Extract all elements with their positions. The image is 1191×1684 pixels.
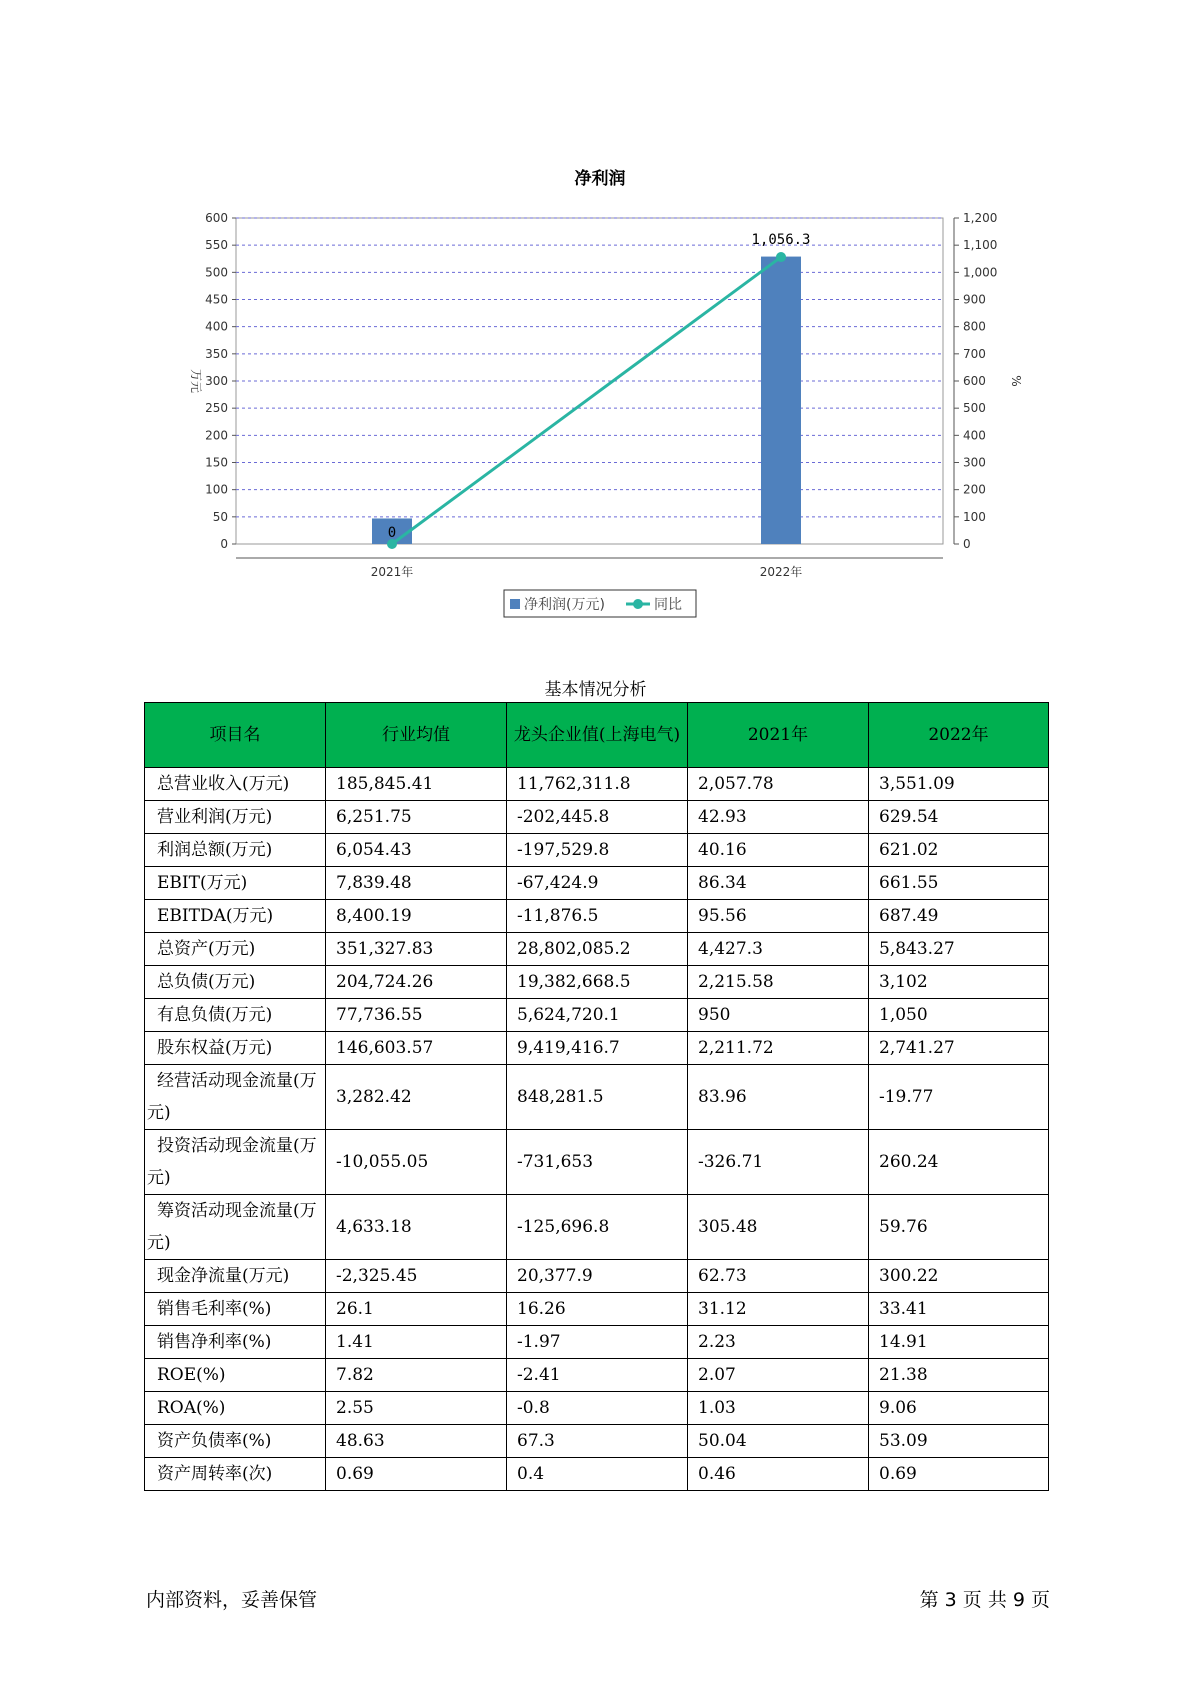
- table-cell: 3,551.09: [869, 768, 1049, 801]
- y2-tick-label: 400: [963, 428, 986, 443]
- table-row: [145, 1392, 1049, 1425]
- table-row-label: 总负债(万元): [145, 966, 326, 999]
- table-cell: 3,102: [869, 966, 1049, 999]
- line-yoy: [392, 257, 781, 544]
- table-cell: 9,419,416.7: [507, 1032, 688, 1065]
- table-row: [145, 768, 1049, 801]
- table-cell: -11,876.5: [507, 900, 688, 933]
- table-row: [145, 966, 1049, 999]
- table-row-label: EBIT(万元): [145, 867, 326, 900]
- table-cell: 621.02: [869, 834, 1049, 867]
- table-row-label: 资产周转率(次): [145, 1458, 326, 1491]
- table-cell: 848,281.5: [507, 1065, 688, 1130]
- chart-title: 净利润: [574, 169, 626, 189]
- table-cell: 185,845.41: [326, 768, 507, 801]
- table-row-label: 经营活动现金流量(万元): [145, 1065, 326, 1130]
- table-cell: 305.48: [688, 1195, 869, 1260]
- table-cell: 77,736.55: [326, 999, 507, 1032]
- table-header-cell: 项目名: [145, 703, 326, 768]
- legend-swatch-point: [633, 599, 643, 609]
- table-row: [145, 999, 1049, 1032]
- y-tick-label: 150: [205, 455, 228, 470]
- table-cell: -2,325.45: [326, 1260, 507, 1293]
- y-tick-label: 400: [205, 319, 228, 334]
- table-cell: 4,427.3: [688, 933, 869, 966]
- y2-tick-label: 1,100: [963, 238, 998, 253]
- table-cell: 2,211.72: [688, 1032, 869, 1065]
- table-cell: 5,624,720.1: [507, 999, 688, 1032]
- table-cell: 1,050: [869, 999, 1049, 1032]
- table-cell: 2.23: [688, 1326, 869, 1359]
- table-row: [145, 1458, 1049, 1491]
- table-cell: 351,327.83: [326, 933, 507, 966]
- table-cell: 6,054.43: [326, 834, 507, 867]
- table-cell: 59.76: [869, 1195, 1049, 1260]
- y2-tick-label: 1,200: [963, 211, 998, 225]
- table-row-label: 现金净流量(万元): [145, 1260, 326, 1293]
- table-row: [145, 1032, 1049, 1065]
- table-cell: -197,529.8: [507, 834, 688, 867]
- table-cell: 20,377.9: [507, 1260, 688, 1293]
- table-cell: 8,400.19: [326, 900, 507, 933]
- table-cell: 67.3: [507, 1425, 688, 1458]
- table-cell: 3,282.42: [326, 1065, 507, 1130]
- table-cell: 2.07: [688, 1359, 869, 1392]
- table-cell: 629.54: [869, 801, 1049, 834]
- y2-tick-label: 300: [963, 455, 986, 470]
- basic-analysis-table: [144, 702, 1049, 1491]
- table-cell: 0.4: [507, 1458, 688, 1491]
- footer-confidential-note: 内部资料，妥善保管: [146, 1589, 318, 1611]
- y-tick-label: 200: [205, 428, 228, 443]
- y2-tick-label: 1,000: [963, 265, 998, 280]
- table-cell: 300.22: [869, 1260, 1049, 1293]
- table-cell: 2,057.78: [688, 768, 869, 801]
- table-cell: 661.55: [869, 867, 1049, 900]
- table-header-cell: 2022年: [869, 703, 1049, 768]
- y-tick-label: 500: [205, 265, 228, 280]
- table-row-label: 总营业收入(万元): [145, 768, 326, 801]
- table-header-row: [145, 703, 1049, 768]
- y2-tick-label: 600: [963, 374, 986, 388]
- table-header-cell: 行业均值: [326, 703, 507, 768]
- table-cell: 11,762,311.8: [507, 768, 688, 801]
- y2-tick-label: 800: [963, 319, 986, 334]
- table-row-label: 股东权益(万元): [145, 1032, 326, 1065]
- table-cell: 48.63: [326, 1425, 507, 1458]
- table-cell: 1.03: [688, 1392, 869, 1425]
- table-cell: 86.34: [688, 867, 869, 900]
- table-cell: 5,843.27: [869, 933, 1049, 966]
- table-cell: 19,382,668.5: [507, 966, 688, 999]
- table-cell: -731,653: [507, 1130, 688, 1195]
- y-tick-label: 50: [212, 509, 228, 524]
- table-row: [145, 1293, 1049, 1326]
- table-cell: 204,724.26: [326, 966, 507, 999]
- data-label-yoy: 0: [387, 525, 397, 541]
- table-cell: 53.09: [869, 1425, 1049, 1458]
- table-row: [145, 1359, 1049, 1392]
- table-cell: 1.41: [326, 1326, 507, 1359]
- legend-swatch-net-profit: [510, 599, 520, 609]
- table-cell: 0.69: [869, 1458, 1049, 1491]
- table-row: [145, 933, 1049, 966]
- table-cell: 62.73: [688, 1260, 869, 1293]
- y2-tick-label: 500: [963, 401, 986, 416]
- table-cell: 16.26: [507, 1293, 688, 1326]
- y-tick-label: 550: [205, 238, 228, 253]
- table-row: [145, 801, 1049, 834]
- table-cell: -1.97: [507, 1326, 688, 1359]
- table-cell: 260.24: [869, 1130, 1049, 1195]
- table-row: [145, 1065, 1049, 1130]
- table-row: [145, 1326, 1049, 1359]
- table-cell: -67,424.9: [507, 867, 688, 900]
- table-row-label: 资产负债率(%): [145, 1425, 326, 1458]
- table-cell: -2.41: [507, 1359, 688, 1392]
- y-tick-label: 350: [205, 346, 228, 361]
- y-tick-label: 450: [205, 292, 228, 307]
- table-cell: 4,633.18: [326, 1195, 507, 1260]
- table-cell: 0.46: [688, 1458, 869, 1491]
- table-row-label: 投资活动现金流量(万元): [145, 1130, 326, 1195]
- data-label-yoy: 1,056.3: [751, 232, 811, 249]
- table-row: [145, 1130, 1049, 1195]
- table-cell: -19.77: [869, 1065, 1049, 1130]
- table-header-cell: 龙头企业值(上海电气): [507, 703, 688, 768]
- y-tick-label: 300: [205, 374, 228, 388]
- table-cell: 9.06: [869, 1392, 1049, 1425]
- table-cell: 28,802,085.2: [507, 933, 688, 966]
- table-cell: 6,251.75: [326, 801, 507, 834]
- table-row-label: 筹资活动现金流量(万元): [145, 1195, 326, 1260]
- table-cell: 50.04: [688, 1425, 869, 1458]
- table-cell: 42.93: [688, 801, 869, 834]
- table-title: 基本情况分析: [544, 680, 647, 700]
- table-row: [145, 834, 1049, 867]
- table-row-label: EBITDA(万元): [145, 900, 326, 933]
- table-cell: 26.1: [326, 1293, 507, 1326]
- table-row-label: ROE(%): [145, 1359, 326, 1392]
- chart-canvas: [0, 160, 1191, 630]
- table-cell: 33.41: [869, 1293, 1049, 1326]
- table-cell: 83.96: [688, 1065, 869, 1130]
- net-profit-chart: [0, 160, 1191, 630]
- y2-tick-label: 900: [963, 292, 986, 307]
- table-cell: 40.16: [688, 834, 869, 867]
- table-cell: 14.91: [869, 1326, 1049, 1359]
- footer-page-number: 第 3 页 共 9 页: [919, 1589, 1050, 1611]
- table-row-label: 营业利润(万元): [145, 801, 326, 834]
- table-cell: 21.38: [869, 1359, 1049, 1392]
- table-cell: -125,696.8: [507, 1195, 688, 1260]
- legend-label-net-profit: 净利润(万元): [524, 597, 605, 613]
- table-row: [145, 867, 1049, 900]
- y2-tick-label: 200: [963, 482, 986, 497]
- y-tick-label: 100: [205, 482, 228, 497]
- table-header-cell: 2021年: [688, 703, 869, 768]
- y2-axis-label: %: [1009, 375, 1023, 387]
- y2-tick-label: 0: [963, 537, 971, 551]
- point-yoy: [776, 252, 786, 262]
- table-row-label: ROA(%): [145, 1392, 326, 1425]
- table-cell: 95.56: [688, 900, 869, 933]
- legend-label-yoy: 同比: [654, 597, 682, 613]
- y-tick-label: 600: [205, 211, 228, 225]
- table-row: [145, 1260, 1049, 1293]
- table-cell: 7.82: [326, 1359, 507, 1392]
- table-cell: 31.12: [688, 1293, 869, 1326]
- table-cell: 146,603.57: [326, 1032, 507, 1065]
- table-row: [145, 1425, 1049, 1458]
- table-cell: 2,741.27: [869, 1032, 1049, 1065]
- table-row-label: 总资产(万元): [145, 933, 326, 966]
- table-cell: -326.71: [688, 1130, 869, 1195]
- x-tick-label: 2021年: [370, 565, 414, 579]
- table-cell: -0.8: [507, 1392, 688, 1425]
- table-row: [145, 900, 1049, 933]
- x-tick-label: 2022年: [759, 565, 803, 579]
- table-cell: 2.55: [326, 1392, 507, 1425]
- y2-tick-label: 700: [963, 346, 986, 361]
- table-row-label: 销售毛利率(%): [145, 1293, 326, 1326]
- table-cell: -202,445.8: [507, 801, 688, 834]
- y-axis-label: 万元: [189, 368, 203, 394]
- table-cell: 2,215.58: [688, 966, 869, 999]
- table-row: [145, 1195, 1049, 1260]
- table-body: [145, 768, 1049, 1491]
- table-row-label: 销售净利率(%): [145, 1326, 326, 1359]
- table-cell: 0.69: [326, 1458, 507, 1491]
- table-row-label: 利润总额(万元): [145, 834, 326, 867]
- bar-net-profit: [761, 257, 801, 544]
- table-cell: 950: [688, 999, 869, 1032]
- y2-tick-label: 100: [963, 509, 986, 524]
- table-cell: 687.49: [869, 900, 1049, 933]
- y-tick-label: 250: [205, 401, 228, 416]
- y-tick-label: 0: [220, 537, 228, 551]
- table-row-label: 有息负债(万元): [145, 999, 326, 1032]
- table-cell: 7,839.48: [326, 867, 507, 900]
- table-cell: -10,055.05: [326, 1130, 507, 1195]
